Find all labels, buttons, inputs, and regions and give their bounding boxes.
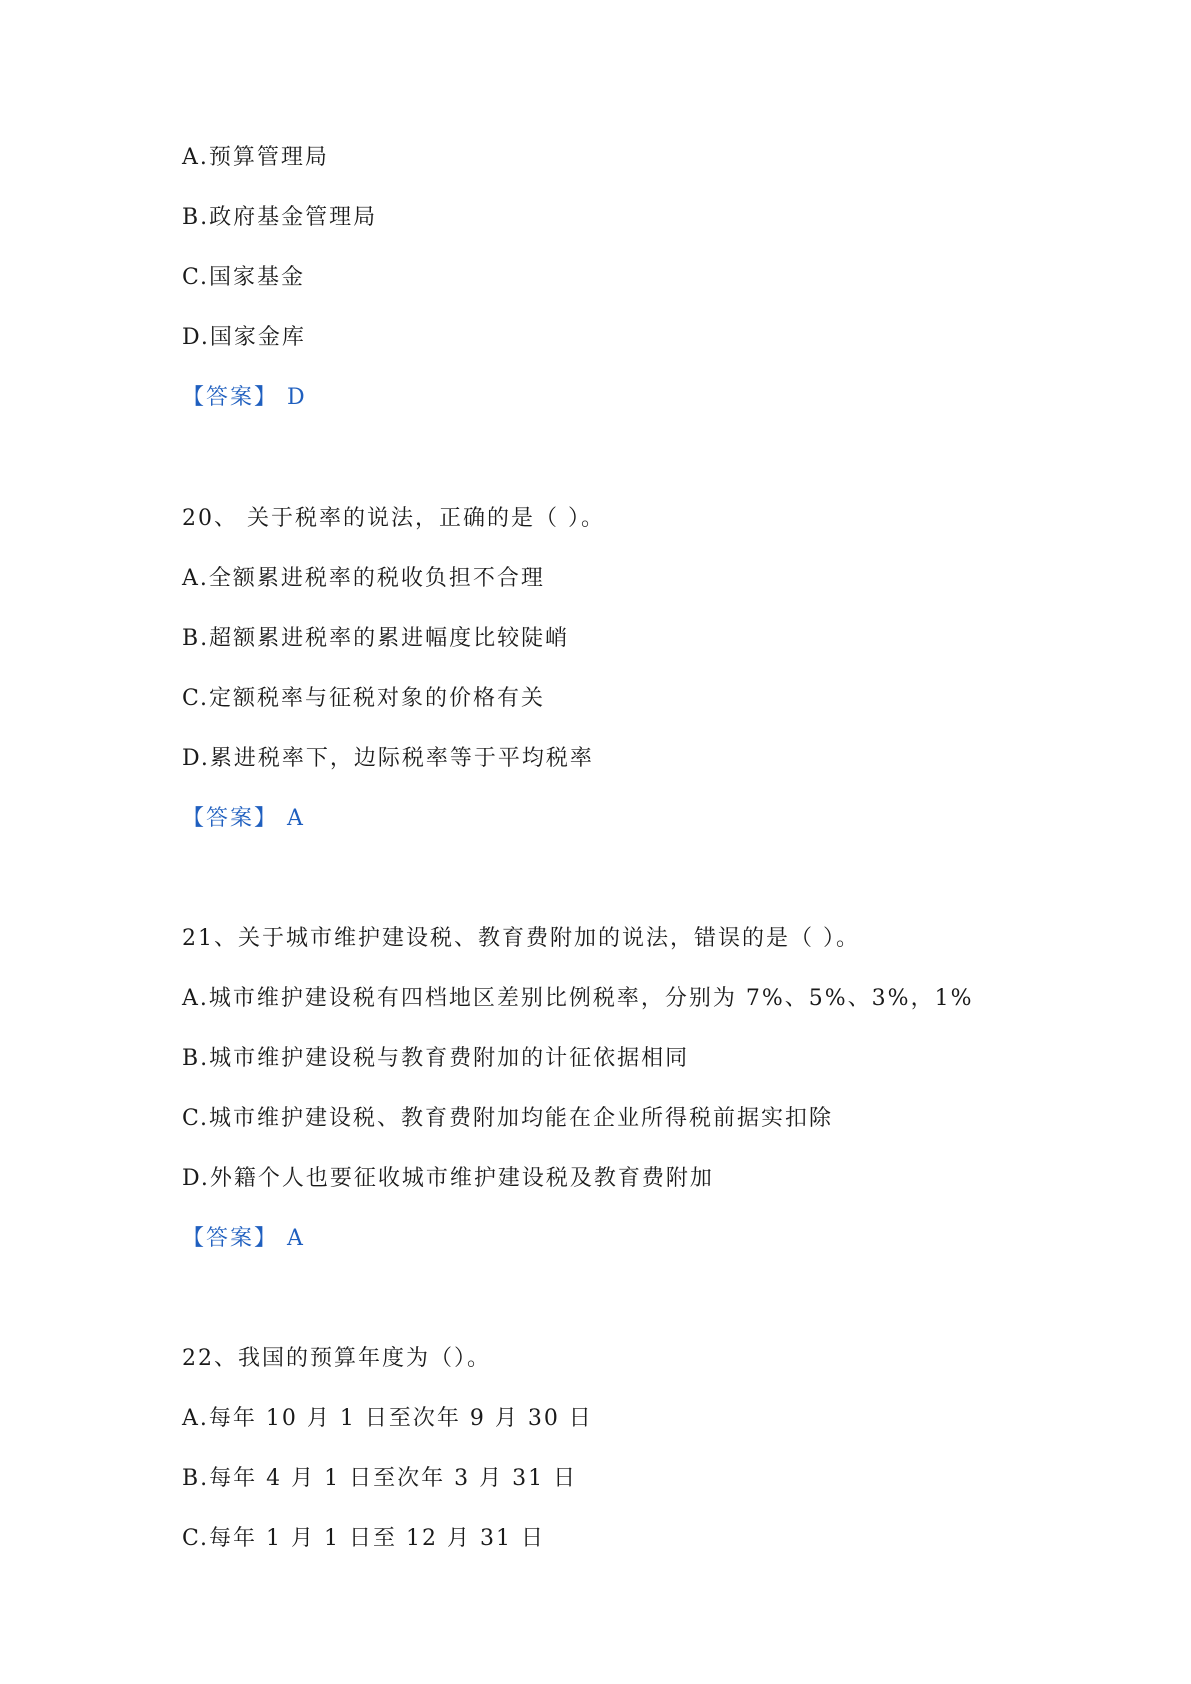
q20-option-a: A.全额累进税率的税收负担不合理 bbox=[182, 566, 545, 591]
answer-value: D bbox=[287, 385, 307, 410]
answer-label: 【答案】 bbox=[182, 385, 279, 410]
q20-option-b: B.超额累进税率的累进幅度比较陡峭 bbox=[182, 626, 570, 651]
q22-option-c: C.每年 1 月 1 日至 12 月 31 日 bbox=[182, 1526, 545, 1551]
q19-answer bbox=[182, 383, 307, 413]
answer-label: 【答案】 bbox=[182, 1226, 279, 1251]
q19-option-a: A.预算管理局 bbox=[182, 145, 329, 170]
answer-value: A bbox=[287, 806, 305, 831]
q21-option-c: C.城市维护建设税、教育费附加均能在企业所得税前据实扣除 bbox=[182, 1106, 834, 1131]
q20-option-c: C.定额税率与征税对象的价格有关 bbox=[182, 686, 546, 711]
q21-option-d: D.外籍个人也要征收城市维护建设税及教育费附加 bbox=[182, 1166, 714, 1191]
q20-option-d: D.累进税率下，边际税率等于平均税率 bbox=[182, 746, 594, 771]
q21-answer bbox=[182, 1224, 305, 1254]
answer-label: 【答案】 bbox=[182, 806, 279, 831]
q19-option-c: C.国家基金 bbox=[182, 265, 306, 290]
q22-question: 22、我国的预算年度为（）。 bbox=[182, 1346, 491, 1371]
q21-option-a: A.城市维护建设税有四档地区差别比例税率，分别为 7%、5%、3%，1% bbox=[182, 986, 974, 1011]
q21-option-b: B.城市维护建设税与教育费附加的计征依据相同 bbox=[182, 1046, 690, 1071]
q20-answer bbox=[182, 804, 305, 834]
q20-question: 20、 关于税率的说法，正确的是（ ）。 bbox=[182, 506, 605, 531]
q19-option-d: D.国家金库 bbox=[182, 325, 306, 350]
q21-question: 21、关于城市维护建设税、教育费附加的说法，错误的是（ ）。 bbox=[182, 926, 860, 951]
q22-option-b: B.每年 4 月 1 日至次年 3 月 31 日 bbox=[182, 1466, 578, 1491]
q22-option-a: A.每年 10 月 1 日至次年 9 月 30 日 bbox=[182, 1406, 593, 1431]
answer-value: A bbox=[287, 1226, 305, 1251]
q19-option-b: B.政府基金管理局 bbox=[182, 205, 378, 230]
